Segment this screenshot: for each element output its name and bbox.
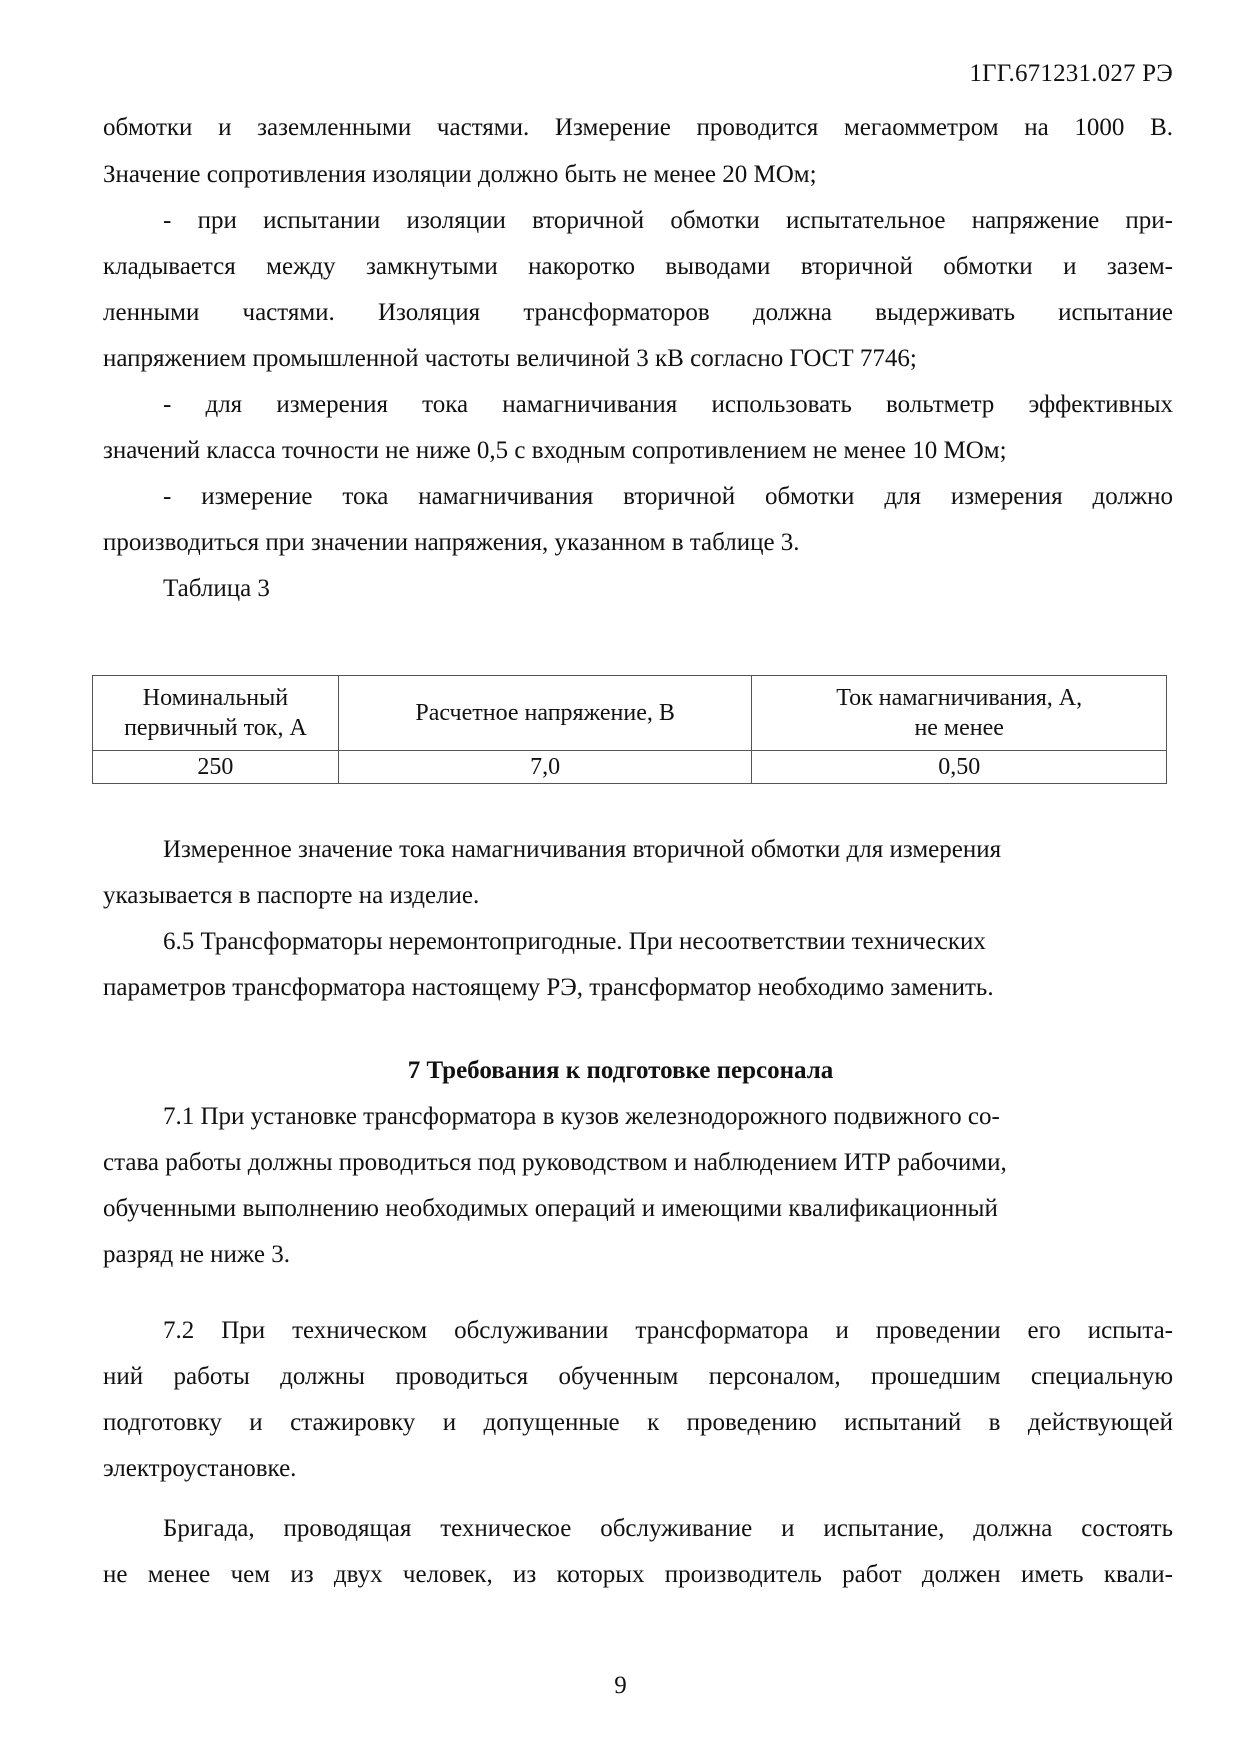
column-header-design-voltage: Расчетное напряжение, В [338, 676, 752, 751]
table-cell: 0,50 [752, 751, 1167, 784]
text-line: Измеренное значение тока намагничивания вторичной обмотки для измерения [163, 836, 1002, 863]
text-line: производиться при значении напряжения, указанном в таблице 3. [103, 529, 800, 556]
column-header-magnetizing-current: Ток намагничивания, А, не менее [752, 676, 1167, 751]
text-line: Бригада, проводящая техническое обслуживание и испытание, должна состоять [163, 1515, 1173, 1542]
text-line: значений класса точности не ниже 0,5 с входным сопротивлением не менее 10 МОм; [103, 437, 1007, 464]
text-line: разряд не ниже 3. [103, 1241, 290, 1268]
text-line: указывается в паспорте на изделие. [103, 882, 480, 909]
section-heading: 7 Требования к подготовке персонала [407, 1057, 834, 1084]
text-line: ленными частями. Изоляция трансформаторов должна выдерживать испытание [103, 299, 1173, 326]
column-header-nominal-current: Номинальный первичный ток, А [93, 676, 339, 751]
text-line: обмотки и заземленными частями. Измерение проводится мегаомметром на 1000 В. [103, 114, 1173, 141]
table-cell: 7,0 [338, 751, 752, 784]
text-line: Значение сопротивления изоляции должно быть не менее 20 МОм; [103, 161, 817, 188]
text-line: параметров трансформатора настоящему РЭ, трансформатор необходимо заменить. [103, 974, 994, 1001]
table-caption: Таблица 3 [163, 575, 270, 602]
text-line: 6.5 Трансформаторы неремонтопригодные. При несоответствии технических [163, 928, 986, 955]
table-header-row [93, 676, 1167, 751]
text-line: электроустановке. [103, 1455, 297, 1482]
text-line: обученными выполнению необходимых операций и имеющими квалификационный [103, 1195, 998, 1222]
table-row [93, 751, 1167, 784]
text-line: - для измерения тока намагничивания использовать вольтметр эффективных [163, 391, 1173, 418]
text-line: 7.1 При установке трансформатора в кузов железнодорожного подвижного со- [163, 1103, 1000, 1130]
text-line: напряжением промышленной частоты величиной 3 кВ согласно ГОСТ 7746; [103, 345, 917, 372]
text-line: 7.2 При техническом обслуживании трансформатора и проведении его испыта- [163, 1317, 1173, 1344]
text-line: - при испытании изоляции вторичной обмотки испытательное напряжение при- [163, 207, 1173, 234]
text-line: става работы должны проводиться под руководством и наблюдением ИТР рабочими, [103, 1149, 1007, 1176]
document-code: 1ГГ.671231.027 РЭ [969, 60, 1173, 87]
table-3 [92, 675, 1167, 784]
text-line: - измерение тока намагничивания вторичной обмотки для измерения должно [163, 483, 1173, 510]
text-line: кладывается между замкнутыми накоротко выводами вторичной обмотки и зазем- [103, 253, 1173, 280]
table-cell: 250 [93, 751, 339, 784]
text-line: ний работы должны проводиться обученным персоналом, прошедшим специальную [103, 1363, 1173, 1390]
text-line: не менее чем из двух человек, из которых производитель работ должен иметь квали- [103, 1561, 1173, 1588]
page-number: 9 [614, 1672, 627, 1699]
text-line: подготовку и стажировку и допущенные к проведению испытаний в действующей [103, 1409, 1173, 1436]
